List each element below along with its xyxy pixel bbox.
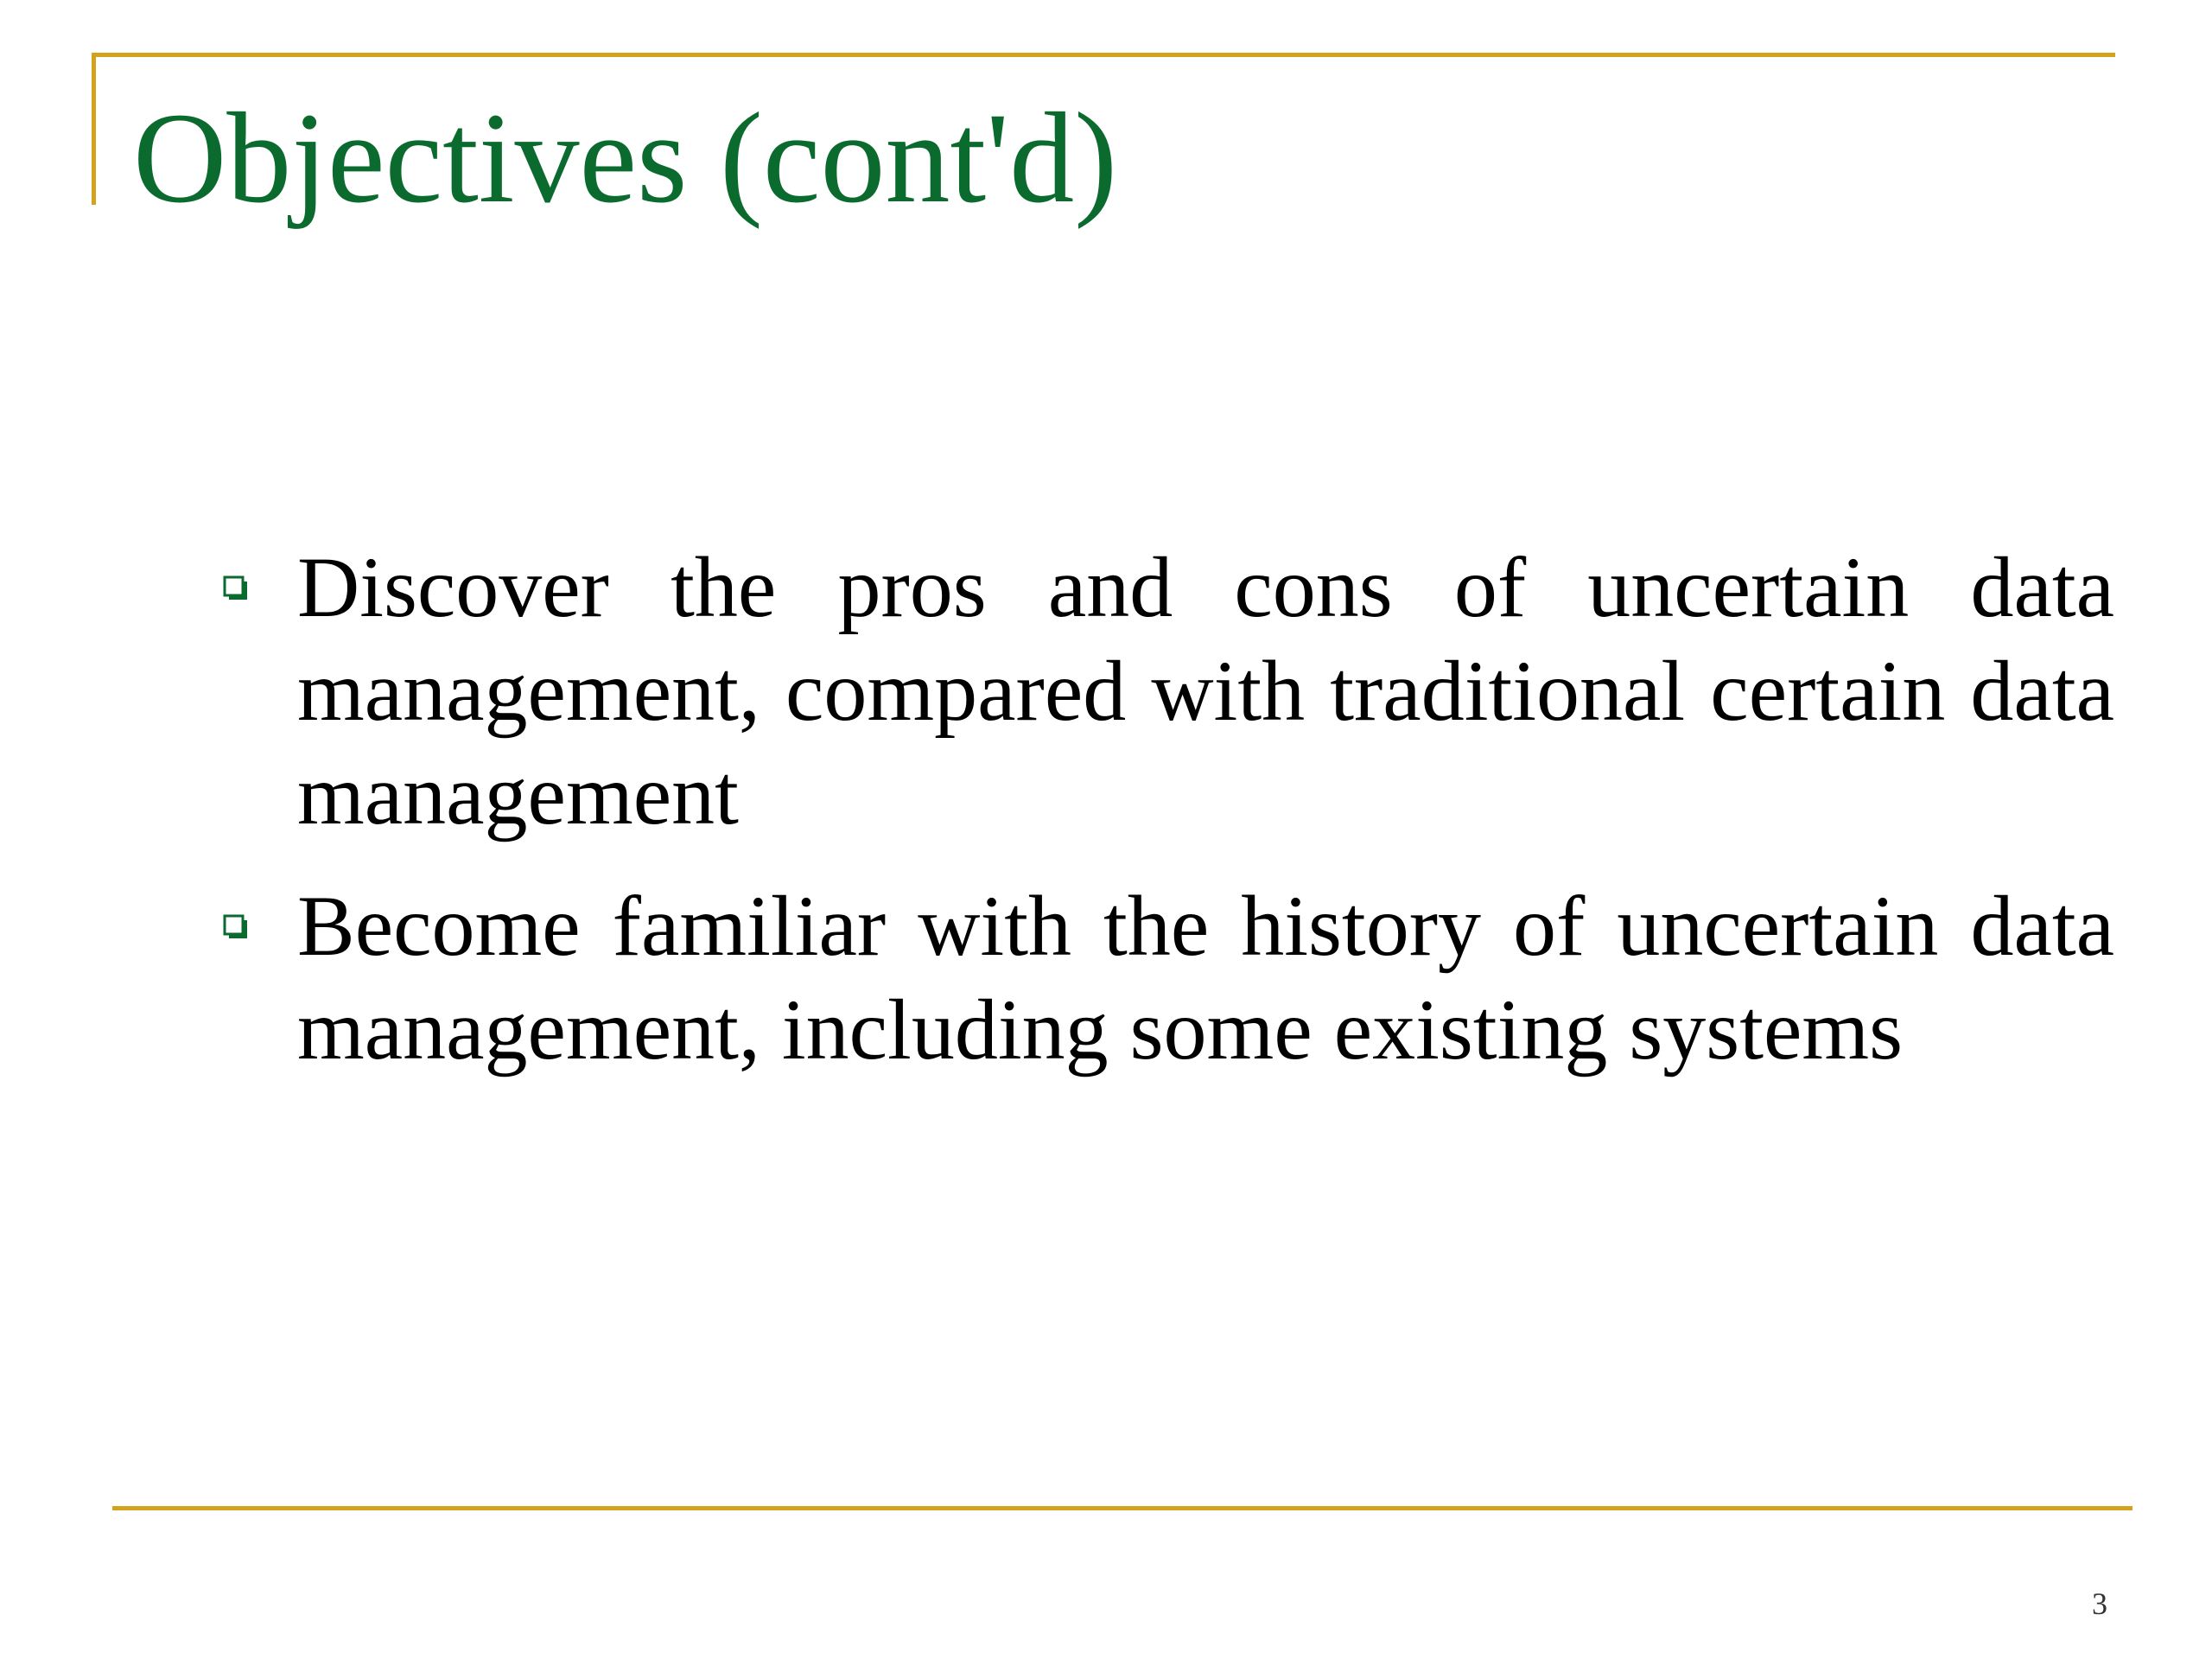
bullet-item bbox=[218, 874, 2114, 1082]
slide-title: Objectives (cont'd) bbox=[133, 86, 1118, 230]
bullet-text: Discover the pros and cons of uncertain data management, compared with traditional certain data management bbox=[297, 539, 2114, 842]
hollow-square-bullet-icon bbox=[223, 575, 249, 601]
bottom-accent-rule bbox=[112, 1506, 2133, 1510]
left-accent-rule bbox=[92, 53, 96, 205]
page-number: 3 bbox=[2092, 1586, 2107, 1621]
top-accent-rule bbox=[92, 53, 2115, 57]
bullet-text: Become familiar with the history of uncertain data management, including some existing systems bbox=[297, 878, 2114, 1077]
hollow-square-bullet-icon bbox=[223, 914, 249, 940]
bullet-item bbox=[218, 536, 2114, 847]
bullet-list bbox=[218, 536, 2114, 1109]
